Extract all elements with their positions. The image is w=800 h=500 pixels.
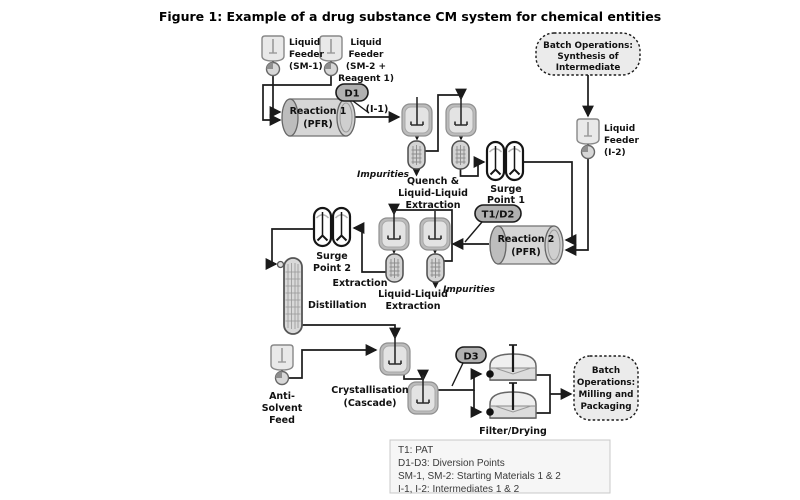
- surge-point-2-label: Surge: [316, 251, 348, 262]
- legend-line: T1: PAT: [398, 445, 434, 456]
- filter-dryer-2-icon: [486, 383, 536, 418]
- surge-point-1-label: Point 1: [487, 195, 525, 206]
- extraction-vessel-b-icon: [420, 211, 450, 250]
- batch-milling-label: Operations:: [576, 378, 636, 388]
- surge-point-2-label: Point 2: [313, 263, 351, 274]
- liquid-feeder-i2-label: Liquid: [604, 124, 636, 134]
- t1-d2-pill-label: T1/D2: [481, 209, 515, 221]
- flow-line: [273, 75, 280, 112]
- liquid-feeder-i2-label: (I-2): [604, 148, 626, 158]
- liquid-liquid-extraction-label: Extraction: [385, 301, 441, 312]
- liquid-feeder-sm2-label: (SM-2 +: [345, 62, 387, 72]
- surge-point-2-vessel-icon: [333, 208, 350, 246]
- legend-line: D1-D3: Diversion Points: [398, 458, 505, 469]
- impurities-label: Impurities: [357, 170, 409, 180]
- flow-line: [287, 350, 376, 378]
- distillation-label: Distillation: [308, 300, 367, 311]
- surge-point-1-vessel-icon: [506, 142, 523, 180]
- extraction-column-3-icon: [386, 254, 403, 282]
- liquid-feeder-i2-icon: [577, 119, 599, 159]
- liquid-feeder-sm1-label: Feeder: [289, 50, 324, 60]
- distillation-column-icon: [278, 258, 303, 334]
- impurities-label: Impurities: [443, 285, 495, 295]
- legend-line: I-1, I-2: Intermediates 1 & 2: [398, 484, 520, 495]
- quench-vessel-1-icon: [402, 97, 432, 136]
- anti-solvent-feed-label: Solvent: [261, 403, 303, 414]
- figure-title: Figure 1: Example of a drug substance CM system for chemical entities: [158, 9, 662, 24]
- batch-milling-label: Packaging: [580, 402, 632, 412]
- liquid-feeder-sm1-label: (SM-1): [289, 62, 323, 72]
- liquid-feeder-sm1-label: Liquid: [289, 38, 321, 48]
- flow-line: [404, 374, 423, 380]
- extraction-column-1-icon: [408, 141, 425, 169]
- reaction-2-label: (PFR): [511, 247, 541, 258]
- liquid-feeder-sm2-label: Reagent 1): [338, 74, 394, 84]
- reaction-2-pfr-icon: [490, 226, 563, 264]
- reaction-1-label: (PFR): [303, 119, 333, 130]
- filter-dryer-1-icon: [486, 345, 536, 380]
- flow-line: [474, 390, 481, 412]
- quench-extraction-label: Liquid-Liquid: [398, 188, 468, 199]
- diversion-connector-line: [452, 363, 463, 386]
- surge-point-1-vessel-icon: [487, 142, 504, 180]
- flow-line: [566, 158, 588, 250]
- liquid-liquid-extraction-label: Liquid-Liquid: [378, 289, 448, 300]
- reaction-2-label: Reaction 2: [497, 234, 555, 245]
- flow-line: [536, 375, 550, 413]
- d3-pill-label: D3: [463, 351, 479, 363]
- surge-point-1-label: Surge: [490, 184, 522, 195]
- legend-line: SM-1, SM-2: Starting Materials 1 & 2: [398, 471, 561, 482]
- extraction-column-4-icon: [427, 254, 444, 282]
- reaction-1-label: Reaction 1: [289, 106, 347, 117]
- flow-line: [438, 374, 481, 390]
- liquid-feeder-sm2-label: Feeder: [348, 50, 384, 60]
- batch-synthesis-label: Intermediate: [555, 63, 621, 73]
- extraction-vessel-a-icon: [379, 211, 409, 250]
- anti-solvent-feed-label: Anti-: [269, 391, 295, 402]
- batch-synthesis-label: Batch Operations:: [543, 41, 633, 51]
- flow-line: [302, 325, 395, 338]
- batch-milling-label: Milling and: [578, 390, 634, 400]
- quench-vessel-2-icon: [446, 97, 476, 136]
- crystalliser-2-icon: [408, 375, 438, 414]
- crystallisation-label: (Cascade): [343, 398, 397, 409]
- reaction-1-pfr-icon: [282, 99, 355, 136]
- quench-extraction-label: Extraction: [405, 200, 461, 211]
- quench-extraction-label: Quench &: [406, 176, 460, 187]
- liquid-feeder-sm2-label: Liquid: [350, 38, 382, 48]
- anti-solvent-feed-label: Feed: [269, 415, 295, 426]
- crystalliser-1-icon: [380, 336, 410, 375]
- diversion-connector-line: [465, 222, 482, 242]
- liquid-feeder-sm1-icon: [262, 36, 284, 76]
- batch-synthesis-label: Synthesis of: [557, 52, 619, 62]
- extraction-column-2-icon: [452, 141, 469, 169]
- crystallisation-label: Crystallisation: [331, 385, 409, 396]
- surge-point-2-vessel-icon: [314, 208, 331, 246]
- extraction-stream-label: Extraction: [332, 278, 388, 289]
- batch-milling-label: Batch: [591, 366, 621, 376]
- d1-pill-label: D1: [344, 88, 360, 100]
- liquid-feeder-i2-label: Feeder: [604, 136, 639, 146]
- i1-stream-label: (I-1): [365, 104, 389, 115]
- filter-drying-label: Filter/Drying: [479, 426, 547, 437]
